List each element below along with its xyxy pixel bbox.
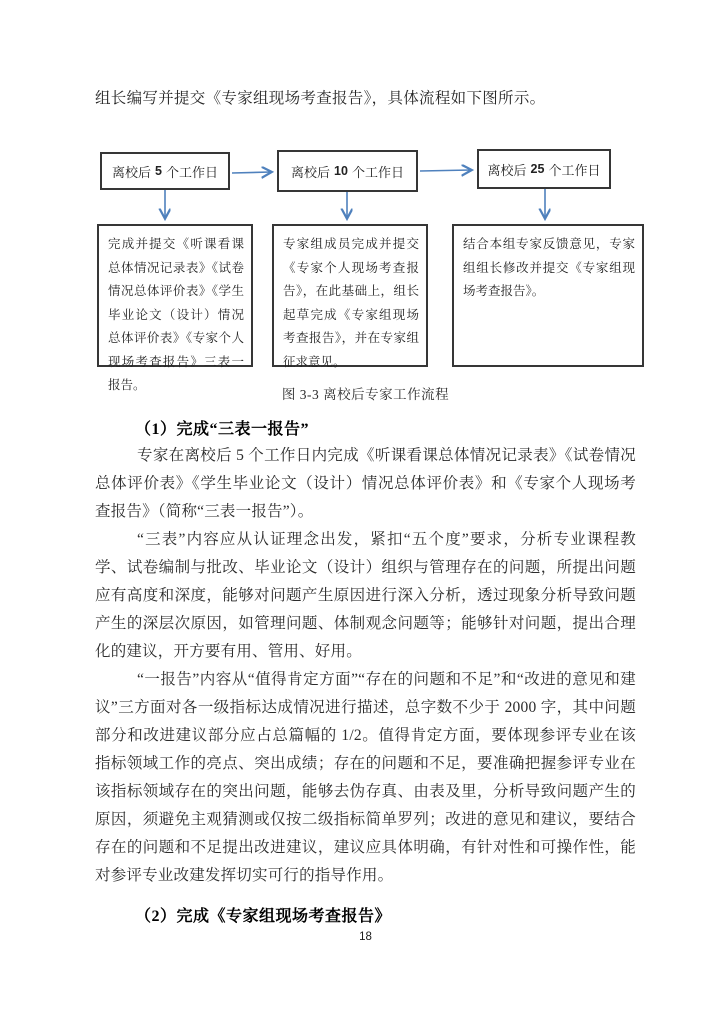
stage-days: 25 [530, 162, 545, 176]
page-number: 18 [359, 931, 372, 943]
stage-label: 个工作日 [548, 162, 601, 178]
flow-stage-box-2 [277, 150, 418, 192]
body-paragraph: “一报告”内容从“值得肯定方面”“存在的问题和不足”和“改进的意见和建议”三方面对各一级指标达成情况进行描述，总字数不少于 2000 字，其中问题部分和改进建议部分应占总篇幅的 1/2。值得肯定方面，要体现参评专业在该指标领域工作的亮点、突出成绩；存在的问题和不足，要准确把握参评专业在该指标领域存在的突出问题，能够去伪存真、由表及里，分析导致问题产生的原因，须避免主观猜测或仅按二级指标简单罗列；改进的意见和建议，要结合存在的问题和不足提出改进建议，建议应具体明确，有针对性和可操作性，能对参评专业改建发挥切实可行的指导作用。 [95, 671, 636, 884]
flowchart [95, 149, 647, 392]
flow-detail-box-1: 完成并提交《听课看课总体情况记录表》《试卷情况总体评价表》《学生毕业论文（设计）情况总体评价表》《专家个人现场考查报告》三表一报告。 [97, 224, 253, 367]
stage-label: 离校后 [291, 164, 331, 180]
intro-paragraph: 组长编写并提交《专家组现场考查报告》，具体流程如下图所示。 [95, 90, 546, 107]
stage-days: 5 [155, 164, 162, 178]
stage-label: 离校后 [487, 162, 527, 178]
stage-label: 离校后 [112, 164, 152, 180]
flow-detail-box-2: 专家组成员完成并提交《专家个人现场考查报告》，在此基础上，组长起草完成《专家组现场考查报告》，并在专家组征求意见。 [272, 224, 428, 367]
arrow-right-icon [232, 172, 271, 173]
stage-label: 个工作日 [351, 164, 404, 180]
stage-days: 10 [334, 164, 348, 178]
flow-stage-box-1 [100, 152, 230, 190]
figure-caption: 图 3-3 离校后专家工作流程 [281, 387, 450, 402]
stage-label: 个工作日 [165, 164, 218, 180]
arrow-right-icon [420, 170, 471, 171]
flow-stage-box-3 [477, 149, 611, 189]
section-heading-2: （2）完成《专家组现场考查报告》 [135, 908, 392, 925]
body-paragraph: “三表”内容应从认证理念出发，紧扣“五个度”要求，分析专业课程教学、试卷编制与批改、毕业论文（设计）组织与管理存在的问题，所提出问题应有高度和深度，能够对问题产生原因进行深入分析，透过现象分析导致问题产生的深层次原因，如管理问题、体制观念问题等；能够针对问题，提出合理化的建议，开方要有用、管用、好用。 [95, 531, 636, 660]
body-paragraph: 专家在离校后 5 个工作日内完成《听课看课总体情况记录表》《试卷情况总体评价表》《学生毕业论文（设计）情况总体评价表》和《专家个人现场考查报告》（简称“三表一报告”）。 [95, 447, 636, 520]
section-heading-1: （1）完成“三表一报告” [135, 421, 310, 438]
flow-detail-box-3: 结合本组专家反馈意见，专家组组长修改并提交《专家组现场考查报告》。 [452, 224, 644, 367]
